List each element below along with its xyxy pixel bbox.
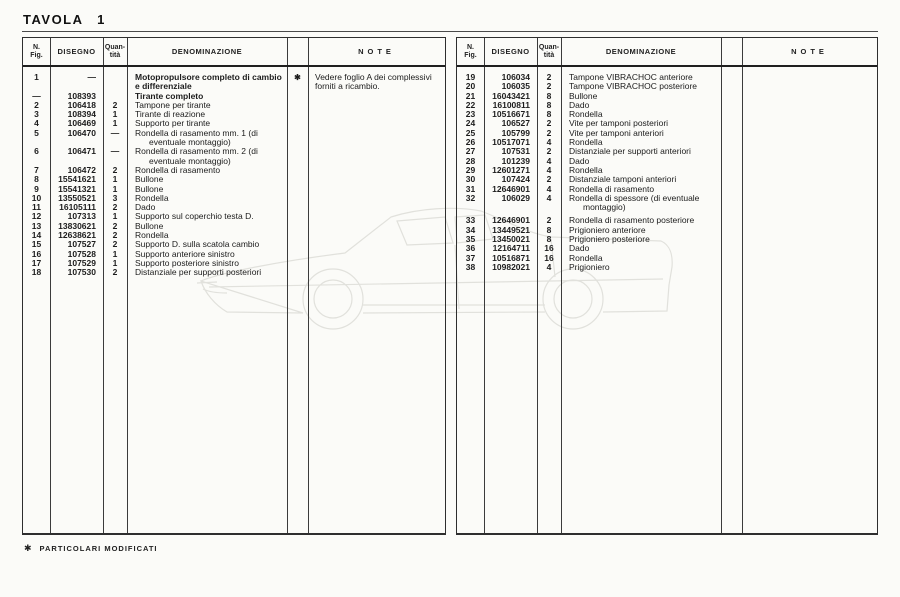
fig-number-cell: 20 xyxy=(465,81,476,92)
note-marker-cell xyxy=(287,203,308,212)
note-marker-cell xyxy=(721,194,742,213)
disegno-cell: 106469 xyxy=(67,118,96,129)
disegno-cell: 10517071 xyxy=(492,137,530,148)
quantity-cell: 1 xyxy=(112,257,118,268)
fig-number-cell: 17 xyxy=(31,257,42,268)
note-cell xyxy=(308,240,445,249)
fig-number-cell: 4 xyxy=(34,118,39,129)
quantity-cell: 2 xyxy=(112,220,118,231)
asterisk-star-icon: ✱ xyxy=(24,543,32,553)
note-cell xyxy=(308,92,445,101)
denominazione-cell: Supporto posteriore sinistro xyxy=(135,257,239,268)
quantity-cell: 4 xyxy=(546,183,552,194)
fig-number-cell: 13 xyxy=(31,220,42,231)
denominazione-cell: Vite per tamponi posteriori xyxy=(569,118,669,129)
note-cell xyxy=(742,119,877,128)
denominazione-cell: Supporto anteriore sinistro xyxy=(135,248,235,259)
denominazione-cell: Distanziale tamponi anteriori xyxy=(569,174,677,185)
note-marker-cell xyxy=(721,166,742,175)
quantity-cell: 2 xyxy=(546,215,552,226)
note-marker-cell xyxy=(721,101,742,110)
note-cell xyxy=(742,138,877,147)
col-header-quantita: Quan- tità xyxy=(104,43,126,59)
denominazione-cell: Motopropulsore completo di cambio e differenziale xyxy=(135,72,282,92)
disegno-cell: 107528 xyxy=(67,248,96,259)
table-row xyxy=(457,263,877,272)
denominazione-cell: Prigioniero xyxy=(569,261,610,272)
fig-number-cell: 34 xyxy=(465,224,476,235)
quantity-cell: 2 xyxy=(112,239,118,250)
disegno-cell: 106470 xyxy=(67,127,96,138)
fig-number-cell: 38 xyxy=(465,261,476,272)
denominazione-cell: Rondella di rasamento xyxy=(135,164,221,175)
quantity-cell: 8 xyxy=(546,109,552,120)
fig-number-cell: 28 xyxy=(465,155,476,166)
note-marker-cell xyxy=(721,92,742,101)
quantity-cell: 2 xyxy=(112,202,118,213)
note-cell xyxy=(308,185,445,194)
note-cell xyxy=(308,259,445,268)
note-cell xyxy=(742,92,877,101)
note-marker-cell xyxy=(721,110,742,119)
fig-number-cell: 21 xyxy=(465,90,476,101)
fig-number-cell: 19 xyxy=(465,72,476,82)
quantity-cell: 4 xyxy=(546,137,552,148)
note-cell xyxy=(308,212,445,221)
disegno-cell: 15541621 xyxy=(58,174,96,185)
note-cell xyxy=(742,244,877,253)
note-cell xyxy=(742,254,877,263)
fig-number-cell: 22 xyxy=(465,99,476,110)
col-header-denominazione: DENOMINAZIONE xyxy=(605,46,677,56)
note-marker-cell xyxy=(287,175,308,184)
denominazione-cell: Vite per tamponi anteriori xyxy=(569,127,664,138)
denominazione-cell: Supporto sul coperchio testa D. xyxy=(135,211,254,222)
note-marker-cell xyxy=(721,119,742,128)
fig-number-cell: 37 xyxy=(465,252,476,263)
note-marker-cell xyxy=(287,129,308,148)
header-rule xyxy=(22,31,878,32)
col-header-denominazione: DENOMINAZIONE xyxy=(171,46,243,56)
denominazione-cell: Dado xyxy=(569,155,590,166)
note-cell xyxy=(308,222,445,231)
disegno-cell: 107313 xyxy=(67,211,96,222)
note-marker-cell xyxy=(287,119,308,128)
note-cell xyxy=(308,110,445,119)
note-cell xyxy=(742,147,877,156)
disegno-cell: 108394 xyxy=(67,109,96,120)
note-marker-cell xyxy=(721,244,742,253)
denominazione-cell: Rondella di spessore (di eventuale montaggio) xyxy=(569,192,700,213)
quantity-cell: 2 xyxy=(112,99,118,110)
quantity-cell: — xyxy=(110,146,120,157)
fig-number-cell: 16 xyxy=(31,248,42,259)
note-marker-cell xyxy=(287,259,308,268)
note-marker-cell xyxy=(287,268,308,277)
denominazione-cell: Rondella xyxy=(135,230,169,241)
table-header xyxy=(457,38,877,67)
quantity-cell: 16 xyxy=(544,243,554,254)
table-header xyxy=(23,38,445,67)
note-marker-cell xyxy=(721,82,742,91)
note-cell xyxy=(742,226,877,235)
fig-number-cell: 31 xyxy=(465,183,476,194)
disegno-cell: 106029 xyxy=(501,192,530,203)
col-header-disegno: DISEGNO xyxy=(57,46,96,56)
col-header-note: NOTE xyxy=(791,46,828,56)
fig-number-cell: 10 xyxy=(31,192,42,203)
denominazione-cell: Rondella xyxy=(569,252,603,263)
fig-number-cell: 6 xyxy=(34,146,39,157)
disegno-cell: 101239 xyxy=(501,155,530,166)
disegno-cell: 106472 xyxy=(67,164,96,175)
note-marker-cell xyxy=(287,92,308,101)
fig-number-cell: 12 xyxy=(31,211,42,222)
note-cell xyxy=(742,82,877,91)
quantity-cell: 4 xyxy=(546,192,552,203)
note-marker-cell xyxy=(721,157,742,166)
fig-number-cell: — xyxy=(32,90,41,101)
disegno-cell: 13550521 xyxy=(58,192,96,203)
table-row xyxy=(23,73,445,92)
denominazione-cell: Bullone xyxy=(135,174,164,185)
denominazione-cell: Rondella xyxy=(569,164,603,175)
quantity-cell: — xyxy=(110,127,120,138)
col-header-quantita: Quan- tità xyxy=(538,43,560,59)
denominazione-cell: Rondella di rasamento mm. 2 (di eventuale montaggio) xyxy=(135,146,258,166)
parts-table-left xyxy=(22,37,446,535)
note-cell xyxy=(308,250,445,259)
fig-number-cell: 3 xyxy=(34,109,39,120)
note-marker-cell xyxy=(287,147,308,166)
note-cell xyxy=(308,203,445,212)
quantity-cell: 2 xyxy=(546,81,552,92)
note-marker-cell xyxy=(287,231,308,240)
quantity-cell: 4 xyxy=(546,261,552,272)
disegno-cell: 16043421 xyxy=(492,90,530,101)
note-cell xyxy=(742,129,877,138)
quantity-cell: 1 xyxy=(112,174,118,185)
quantity-cell: 16 xyxy=(544,252,554,263)
note-marker-cell xyxy=(287,166,308,175)
disegno-cell: 13450021 xyxy=(492,234,530,245)
fig-number-cell: 29 xyxy=(465,164,476,175)
disegno-cell: 12601271 xyxy=(492,164,530,175)
disegno-cell: 13830621 xyxy=(58,220,96,231)
note-cell xyxy=(308,129,445,148)
quantity-cell: 1 xyxy=(112,118,118,129)
note-marker-cell xyxy=(721,235,742,244)
footer-legend-text: PARTICOLARI MODIFICATI xyxy=(39,544,158,553)
disegno-cell: 106035 xyxy=(501,81,530,92)
quantity-cell: 8 xyxy=(546,234,552,245)
note-cell xyxy=(742,263,877,272)
denominazione-cell: Bullone xyxy=(135,183,164,194)
note-marker-cell xyxy=(721,175,742,184)
disegno-cell: 12638621 xyxy=(58,230,96,241)
disegno-cell: 107529 xyxy=(67,257,96,268)
fig-number-cell: 23 xyxy=(465,109,476,120)
quantity-cell: 1 xyxy=(112,248,118,259)
fig-number-cell: 32 xyxy=(465,192,476,203)
note-marker-cell xyxy=(287,194,308,203)
note-marker-cell xyxy=(721,254,742,263)
denominazione-cell: Tirante completo xyxy=(135,90,204,101)
note-marker-cell xyxy=(721,185,742,194)
denominazione-cell: Rondella xyxy=(135,192,169,203)
note-marker-cell xyxy=(287,212,308,221)
quantity-cell: 3 xyxy=(112,192,118,203)
note-marker-cell xyxy=(287,222,308,231)
denominazione-cell: Dado xyxy=(569,243,590,254)
note-marker-cell xyxy=(721,147,742,156)
note-cell xyxy=(742,194,877,213)
denominazione-cell: Distanziale per supporti anteriori xyxy=(569,146,691,157)
note-cell xyxy=(742,73,877,82)
denominazione-cell: Bullone xyxy=(569,90,598,101)
quantity-cell: 1 xyxy=(112,183,118,194)
disegno-cell: 108393 xyxy=(67,90,96,101)
disegno-cell: 10516871 xyxy=(492,252,530,263)
disegno-cell: 106471 xyxy=(67,146,96,157)
fig-number-cell: 2 xyxy=(34,99,39,110)
quantity-cell: 4 xyxy=(546,155,552,166)
denominazione-cell: Rondella di rasamento mm. 1 (di eventuale montaggio) xyxy=(135,127,258,148)
quantity-cell: 1 xyxy=(112,211,118,222)
note-marker-cell xyxy=(287,110,308,119)
denominazione-cell: Supporto D. sulla scatola cambio xyxy=(135,239,260,250)
denominazione-cell: Dado xyxy=(569,99,590,110)
quantity-cell: 1 xyxy=(112,109,118,120)
denominazione-cell: Supporto per tirante xyxy=(135,118,211,129)
fig-number-cell: 9 xyxy=(34,183,39,194)
note-cell: Vedere foglio A dei complessivi forniti a ricambio. xyxy=(315,72,432,92)
fig-number-cell: 30 xyxy=(465,174,476,185)
quantity-cell: 8 xyxy=(546,90,552,101)
note-cell xyxy=(742,166,877,175)
note-cell xyxy=(308,175,445,184)
parts-table-right xyxy=(456,37,878,535)
denominazione-cell: Tampone per tirante xyxy=(135,99,211,110)
note-cell xyxy=(742,157,877,166)
fig-number-cell: 8 xyxy=(34,174,39,185)
quantity-cell: 2 xyxy=(546,174,552,185)
note-cell xyxy=(742,175,877,184)
disegno-cell: — xyxy=(87,72,96,82)
quantity-cell: 2 xyxy=(546,146,552,157)
denominazione-cell: Prigioniero anteriore xyxy=(569,224,646,235)
note-cell xyxy=(742,185,877,194)
fig-number-cell: 11 xyxy=(32,202,41,213)
denominazione-cell: Prigioniero posteriore xyxy=(569,234,650,245)
quantity-cell: 2 xyxy=(112,267,118,278)
table-row xyxy=(23,268,445,277)
disegno-cell: 10516671 xyxy=(492,109,530,120)
disegno-cell: 106034 xyxy=(501,72,530,82)
note-cell xyxy=(308,119,445,128)
note-cell xyxy=(308,101,445,110)
note-marker-cell xyxy=(287,101,308,110)
denominazione-cell: Rondella xyxy=(569,137,603,148)
note-marker-cell xyxy=(721,129,742,138)
disegno-cell: 12646901 xyxy=(492,183,530,194)
denominazione-cell: Tirante di reazione xyxy=(135,109,206,120)
fig-number-cell: 33 xyxy=(465,215,476,226)
denominazione-cell: Tampone VIBRACHOC anteriore xyxy=(569,72,693,82)
fig-number-cell: 26 xyxy=(465,137,476,148)
note-marker-cell xyxy=(721,216,742,225)
disegno-cell: 15541321 xyxy=(58,183,96,194)
note-marker-cell xyxy=(721,226,742,235)
disegno-cell: 106418 xyxy=(67,99,96,110)
col-header-disegno: DISEGNO xyxy=(491,46,530,56)
fig-number-cell: 15 xyxy=(31,239,42,250)
table-row xyxy=(457,194,877,213)
page-title: TAVOLA 1 xyxy=(23,12,106,27)
note-marker-cell xyxy=(721,138,742,147)
disegno-cell: 107531 xyxy=(501,146,530,157)
disegno-cell: 107530 xyxy=(67,267,96,278)
quantity-cell xyxy=(103,73,127,92)
note-cell xyxy=(742,101,877,110)
fig-number-cell: 14 xyxy=(31,230,42,241)
denominazione-cell: Bullone xyxy=(135,220,164,231)
table-row xyxy=(23,147,445,166)
note-cell xyxy=(308,194,445,203)
disegno-cell: 107424 xyxy=(501,174,530,185)
note-marker-cell xyxy=(287,185,308,194)
fig-number-cell: 24 xyxy=(465,118,476,129)
col-header-fig: N. Fig. xyxy=(30,43,43,59)
quantity-cell: 2 xyxy=(546,72,552,82)
table-body xyxy=(457,67,877,272)
quantity-cell: 8 xyxy=(546,99,552,110)
disegno-cell: 12646901 xyxy=(492,215,530,226)
col-header-note: NOTE xyxy=(358,46,395,56)
fig-number-cell: 1 xyxy=(34,72,39,82)
quantity-cell: 2 xyxy=(546,118,552,129)
note-cell xyxy=(308,166,445,175)
disegno-cell: 10982021 xyxy=(492,261,530,272)
note-cell xyxy=(308,231,445,240)
quantity-cell: 2 xyxy=(112,164,118,175)
disegno-cell: 105799 xyxy=(501,127,530,138)
disegno-cell: 106527 xyxy=(501,118,530,129)
fig-number-cell: 27 xyxy=(465,146,476,157)
note-cell xyxy=(742,216,877,225)
denominazione-cell: Distanziale per supporti posteriori xyxy=(135,267,262,278)
quantity-cell: 4 xyxy=(546,164,552,175)
disegno-cell: 12164711 xyxy=(492,243,530,254)
fig-number-cell: 25 xyxy=(465,127,476,138)
col-header-fig: N. Fig. xyxy=(464,43,477,59)
denominazione-cell: Tampone VIBRACHOC posteriore xyxy=(569,81,698,92)
note-marker-cell xyxy=(721,73,742,82)
denominazione-cell: Rondella di rasamento posteriore xyxy=(569,215,695,226)
denominazione-cell: Dado xyxy=(135,202,156,213)
note-cell xyxy=(308,147,445,166)
table-row xyxy=(23,129,445,148)
fig-number-cell: 18 xyxy=(31,267,42,278)
quantity-cell: 2 xyxy=(112,230,118,241)
table-body xyxy=(23,67,445,278)
footer-legend xyxy=(24,543,158,554)
fig-number-cell: 7 xyxy=(34,164,39,175)
note-cell xyxy=(308,268,445,277)
fig-number-cell: 5 xyxy=(34,127,39,138)
disegno-cell: 16105111 xyxy=(59,202,96,213)
fig-number-cell: 36 xyxy=(465,243,476,254)
disegno-cell: 16100811 xyxy=(492,99,530,110)
disegno-cell: 107527 xyxy=(67,239,96,250)
note-marker-cell: ✱ xyxy=(294,73,301,82)
fig-number-cell: 35 xyxy=(465,234,476,245)
quantity-cell: 2 xyxy=(546,127,552,138)
note-marker-cell xyxy=(287,240,308,249)
denominazione-cell: Rondella xyxy=(569,109,603,120)
disegno-cell: 13449521 xyxy=(492,224,530,235)
denominazione-cell: Rondella di rasamento xyxy=(569,183,655,194)
note-cell xyxy=(742,110,877,119)
quantity-cell: 8 xyxy=(546,224,552,235)
note-cell xyxy=(742,235,877,244)
note-marker-cell xyxy=(721,263,742,272)
note-marker-cell xyxy=(287,250,308,259)
